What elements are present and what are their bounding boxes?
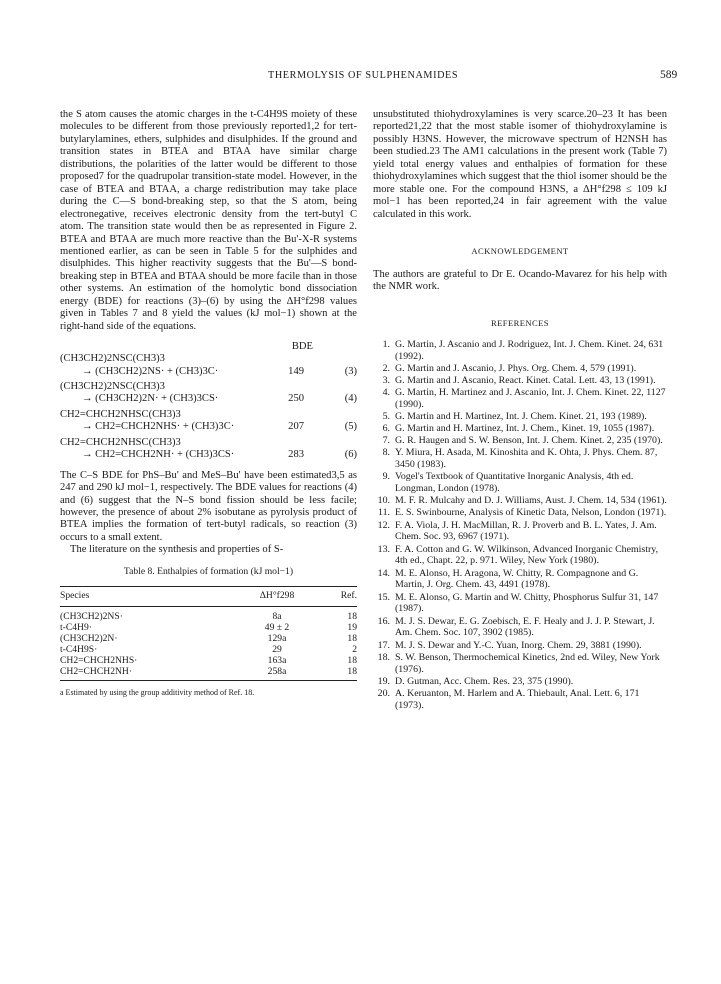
reference-text: G. Martin and H. Martinez, Int. J. Chem. Kinet. 21, 193 (1989).: [395, 411, 647, 423]
reference-number: 19.: [377, 675, 390, 687]
reference-item: [373, 363, 667, 375]
reference-number: 3.: [382, 374, 390, 386]
reference-text: G. Martin and J. Ascanio, React. Kinet. Catal. Lett. 43, 13 (1991).: [395, 374, 656, 386]
table-cell-ref: 2: [352, 643, 357, 655]
reference-item: [373, 339, 667, 363]
table-cell-ref: 19: [347, 621, 357, 633]
table-cell-ref: 18: [347, 632, 357, 644]
page-number: 589: [660, 69, 678, 81]
reference-number: 7.: [382, 435, 390, 447]
reference-number: 16.: [377, 615, 390, 627]
acknowledgement-heading: ACKNOWLEDGEMENT: [471, 246, 569, 257]
reference-text: S. W. Benson, Thermochemical Kinetics, 2nd ed. Wiley, New York (1976).: [395, 651, 660, 675]
reference-item: [373, 387, 667, 411]
reference-text: G. Martin and J. Ascanio, J. Phys. Org. Chem. 4, 579 (1991).: [395, 362, 637, 374]
table-cell-enthalpy: 258a: [227, 666, 327, 681]
reaction-6-products: → CH2=CHCH2NH· + (CH3)3CS·: [82, 449, 235, 461]
reference-item: [373, 688, 667, 712]
reference-number: 11.: [378, 507, 390, 519]
table-cell-species: (CH3CH2)2NS·: [60, 610, 123, 622]
reference-item: [373, 568, 667, 592]
table-header-species: Species: [60, 587, 227, 606]
reference-text: Y. Miura, H. Asada, M. Kinoshita and K. Ohta, J. Phys. Chem. 87, 3450 (1983).: [395, 447, 658, 471]
bde-column-header: BDE: [291, 341, 313, 353]
references-heading: REFERENCES: [491, 318, 549, 329]
table-header-ref: Ref.: [327, 587, 357, 606]
reference-item: [373, 447, 667, 471]
table-cell-enthalpy: 8a: [272, 610, 282, 622]
reference-text: G. Martin, J. Ascanio and J. Rodriguez, Int. J. Chem. Kinet. 24, 631 (1992).: [395, 338, 664, 362]
reference-item: [373, 471, 667, 495]
table-row: [60, 655, 357, 666]
reaction-4-bde: 250: [288, 393, 304, 405]
reference-text: Vogel's Textbook of Quantitative Inorganic Analysis, 4th ed. Longman, London (1978).: [395, 471, 634, 495]
reaction-6-bde: 283: [288, 449, 304, 461]
reference-text: D. Gutman, Acc. Chem. Res. 23, 375 (1990).: [395, 675, 574, 687]
table-header-enthalpy: ΔH°f298: [227, 587, 327, 606]
reference-item: [373, 507, 667, 519]
reference-number: 12.: [377, 519, 390, 531]
table-cell-ref: 18: [347, 654, 357, 666]
right-paragraph-1: unsubstituted thiohydroxylamines is very scarce.20–23 It has been reported21,22 that the most stable isomer of thiohydroxylamine is possibly H3NS. However, the microwave spectrum of H2NSH has been studied.23 The AM1 calculations in the present work (Table 7) yield total energy values and enthalpies of formation for these thiohydroxylamines which suggest that the thiol isomer should be the more stable one. For the compound H3NS, a ΔH°f298 ≤ 109 kJ mol−1 has been reported,24 in fair agreement with the value calculated in this work.: [373, 109, 667, 220]
table-row: [60, 633, 357, 644]
table-cell-enthalpy: 163a: [267, 654, 287, 666]
reaction-5-number: (5): [344, 421, 357, 433]
reference-item: [373, 592, 667, 616]
reaction-4-number: (4): [344, 393, 357, 405]
left-paragraph-1: the S atom causes the atomic charges in the t-C4H9S moiety of these molecules to be different from those previously reported1,2 for tert-butylarylamines, ethers, sulphides and disulphides. If the ground and transition states in BTEA and BTAA have similar charge distributions, the polarities of the latter would be different to those proposed7 for the quadrupolar transition-state model. However, in the case of BTEA and BTAA, a charge redistribution may take place during the C—S bond-breaking step, so that the S atom, being electronegative, receives electronic density from the tert-butyl C atom. The transition state would then be as represented in Figure 2. BTEA and BTAA are much more reactive than the Bu'-X-R systems mentioned earlier, as can be seen in Table 5 for the sulphides and disulphides. This higher reactivity suggests that the Bu'—S bond-breaking step in BTEA and BTAA should be more facile than in those other systems. An estimation of the homolytic bond dissociation energy (BDE) for reactions (3)–(6) by using the ΔH°f298 values given in Tables 7 and 8 yield the values (kJ mol−1) shown at the right-hand side of the equations.: [60, 109, 357, 332]
reaction-5-reactant: CH2=CHCH2NHSC(CH3)3: [60, 408, 181, 420]
reference-number: 1.: [382, 338, 390, 350]
reference-item: [373, 411, 667, 423]
table-cell-enthalpy: 129a: [267, 632, 287, 644]
reaction-3-bde: 149: [288, 365, 304, 377]
table-cell-enthalpy: 49 ± 2: [264, 621, 290, 633]
table-cell-species: CH2=CHCH2NH·: [60, 666, 227, 681]
reaction-6-number: (6): [344, 449, 357, 461]
reference-number: 2.: [382, 362, 390, 374]
reference-item: [373, 520, 667, 544]
reference-number: 4.: [382, 387, 390, 399]
reference-list: [373, 339, 667, 712]
reference-item: [373, 544, 667, 568]
reference-number: 10.: [377, 495, 390, 507]
reference-text: A. Keruanton, M. Harlem and A. Thiebault, Anal. Lett. 6, 171 (1973).: [395, 687, 640, 711]
table-cell-ref: 18: [327, 666, 357, 681]
reaction-5-bde: 207: [288, 421, 304, 433]
table-cell-species: CH2=CHCH2NHS·: [60, 654, 138, 666]
left-paragraph-3: The literature on the synthesis and properties of S-: [70, 544, 284, 556]
table-cell-ref: 18: [347, 610, 357, 622]
reaction-equations: [60, 341, 357, 462]
reference-number: 17.: [377, 639, 390, 651]
reference-number: 8.: [382, 447, 390, 459]
right-column: [373, 109, 667, 712]
reference-text: G. Martin and H. Martinez, Int. J. Chem., Kinet. 19, 1055 (1987).: [395, 423, 655, 435]
reference-text: G. Martin, H. Martinez and J. Ascanio, Int. J. Chem. Kinet. 22, 1127 (1990).: [395, 387, 666, 410]
reference-text: M. F. R. Mulcahy and D. J. Williams, Aust. J. Chem. 14, 534 (1961).: [395, 495, 667, 507]
reference-text: F. A. Viola, J. H. MacMillan, R. J. Proverb and B. L. Yates, J. Am. Chem. Soc. 93, 6967 (1971).: [395, 519, 657, 543]
reference-item: [373, 676, 667, 688]
table-cell-enthalpy: 29: [272, 643, 282, 655]
table-row: [60, 606, 357, 622]
reference-number: 6.: [382, 423, 390, 435]
reference-number: 13.: [377, 543, 390, 555]
reaction-3-products: → (CH3CH2)2NS· + (CH3)3C·: [82, 365, 219, 377]
reference-item: [373, 495, 667, 507]
reference-text: F. A. Cotton and G. W. Wilkinson, Advanced Inorganic Chemistry, 4th ed., Chapt. 22, p. 971. Wiley, New York (1980).: [395, 543, 659, 567]
left-paragraph-2: The C–S BDE for PhS–Bu' and MeS–Bu' have been estimated3,5 as 247 and 290 kJ mol−1, respectively. The BDE values for reactions (4) and (6) suggest that the N–S bond fission should be less facile; however, the presence of about 2% isobutane as pyrolysis product of BTEA implies the formation of tert-butyl radicals, so reaction (3) occurs to a small extent.: [60, 469, 357, 543]
reference-text: M. E. Alonso, G. Martin and W. Chitty, Phosphorus Sulfur 31, 147 (1987).: [395, 591, 659, 615]
reference-text: M. J. S. Dewar and Y.-C. Yuan, Inorg. Chem. 29, 3881 (1990).: [395, 639, 642, 651]
reference-item: [373, 616, 667, 640]
reference-item: [373, 423, 667, 435]
reaction-4-reactant: (CH3CH2)2NSC(CH3)3: [60, 381, 165, 393]
reference-number: 15.: [377, 591, 390, 603]
reference-item: [373, 640, 667, 652]
table-cell-species: t-C4H9S·: [60, 643, 98, 655]
table-row: [60, 644, 357, 655]
reference-text: G. R. Haugen and S. W. Benson, Int. J. Chem. Kinet. 2, 235 (1970).: [395, 435, 663, 447]
table-8-grid: [60, 586, 357, 680]
reaction-6-reactant: CH2=CHCH2NHSC(CH3)3: [60, 436, 181, 448]
table-8-caption: Table 8. Enthalpies of formation (kJ mol−1): [123, 565, 294, 577]
acknowledgement-text: The authors are grateful to Dr E. Ocando-Mavarez for his help with the NMR work.: [373, 268, 667, 292]
reference-text: M. J. S. Dewar, E. G. Zoebisch, E. F. Healy and J. J. P. Stewart, J. Am. Chem. Soc. 107, 3902 (1985).: [395, 615, 655, 639]
table-row: [60, 622, 357, 633]
reaction-3-number: (3): [344, 365, 357, 377]
table-cell-species: t-C4H9·: [60, 621, 92, 633]
left-column: [60, 109, 357, 699]
reference-text: M. E. Alonso, H. Aragona, W. Chitty, R. Compagnone and G. Martin, J. Org. Chem. 43, 4491 (1978).: [395, 567, 639, 591]
reference-item: [373, 375, 667, 387]
reference-number: 18.: [377, 651, 390, 663]
reference-number: 9.: [382, 471, 390, 483]
running-title: THERMOLYSIS OF SULPHENAMIDES: [268, 70, 459, 81]
reference-item: [373, 652, 667, 676]
reaction-4-products: → (CH3CH2)2N· + (CH3)3CS·: [82, 393, 219, 405]
reference-number: 20.: [377, 687, 390, 699]
running-header: [0, 70, 721, 88]
reference-text: E. S. Swinbourne, Analysis of Kinetic Data, Nelson, London (1971).: [395, 507, 667, 519]
table-row: [60, 666, 357, 681]
table-cell-species: (CH3CH2)2N·: [60, 632, 118, 644]
reaction-3-reactant: (CH3CH2)2NSC(CH3)3: [60, 353, 165, 365]
reference-number: 5.: [382, 411, 390, 423]
table-8: [60, 566, 357, 699]
table-8-footnote: a Estimated by using the group additivity method of Ref. 18.: [60, 687, 255, 697]
reference-item: [373, 435, 667, 447]
reaction-5-products: → CH2=CHCH2NHS· + (CH3)3C·: [82, 421, 235, 433]
reference-number: 14.: [377, 567, 390, 579]
